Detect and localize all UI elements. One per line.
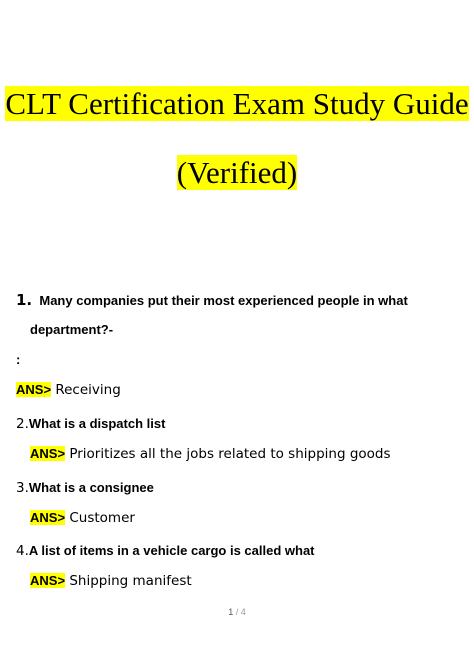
answer-text: Customer	[69, 510, 135, 526]
answer-text: Shipping manifest	[69, 573, 192, 589]
question-text: Many companies put their most experienced people in what	[39, 293, 408, 308]
question-number: 1.	[16, 291, 33, 309]
page-total: 4	[240, 607, 246, 617]
document-subtitle	[0, 155, 474, 191]
question-number: 3.	[16, 480, 29, 496]
document-title-text: CLT Certification Exam Study Guide	[5, 86, 469, 121]
question-1-continued	[30, 322, 113, 338]
answer-text: Receiving	[55, 382, 121, 398]
question-1	[16, 292, 408, 309]
question-4	[16, 543, 315, 559]
answer-label: ANS>	[30, 510, 66, 525]
document-title	[0, 86, 474, 122]
answer-label: ANS>	[16, 382, 52, 397]
question-text: A list of items in a vehicle cargo is called what	[28, 543, 315, 558]
question-number: 2.	[16, 416, 29, 432]
page-indicator	[0, 607, 474, 617]
answer-text: Prioritizes all the jobs related to shipping goods	[69, 446, 391, 462]
question-3	[16, 480, 154, 496]
stray-colon: :	[16, 352, 21, 367]
question-text: What is a consignee	[28, 480, 154, 495]
question-number: 4.	[16, 543, 29, 559]
question-2	[16, 416, 165, 432]
answer-1	[16, 381, 121, 399]
page-separator: /	[235, 607, 239, 617]
answer-4	[30, 572, 192, 590]
question-text: department?-	[30, 322, 114, 337]
answer-2	[30, 445, 391, 463]
document-subtitle-text: (Verified)	[176, 155, 298, 190]
question-text: What is a dispatch list	[28, 416, 166, 431]
answer-label: ANS>	[30, 446, 66, 461]
answer-label: ANS>	[30, 573, 66, 588]
page-current: 1	[228, 607, 234, 617]
answer-3	[30, 509, 135, 527]
